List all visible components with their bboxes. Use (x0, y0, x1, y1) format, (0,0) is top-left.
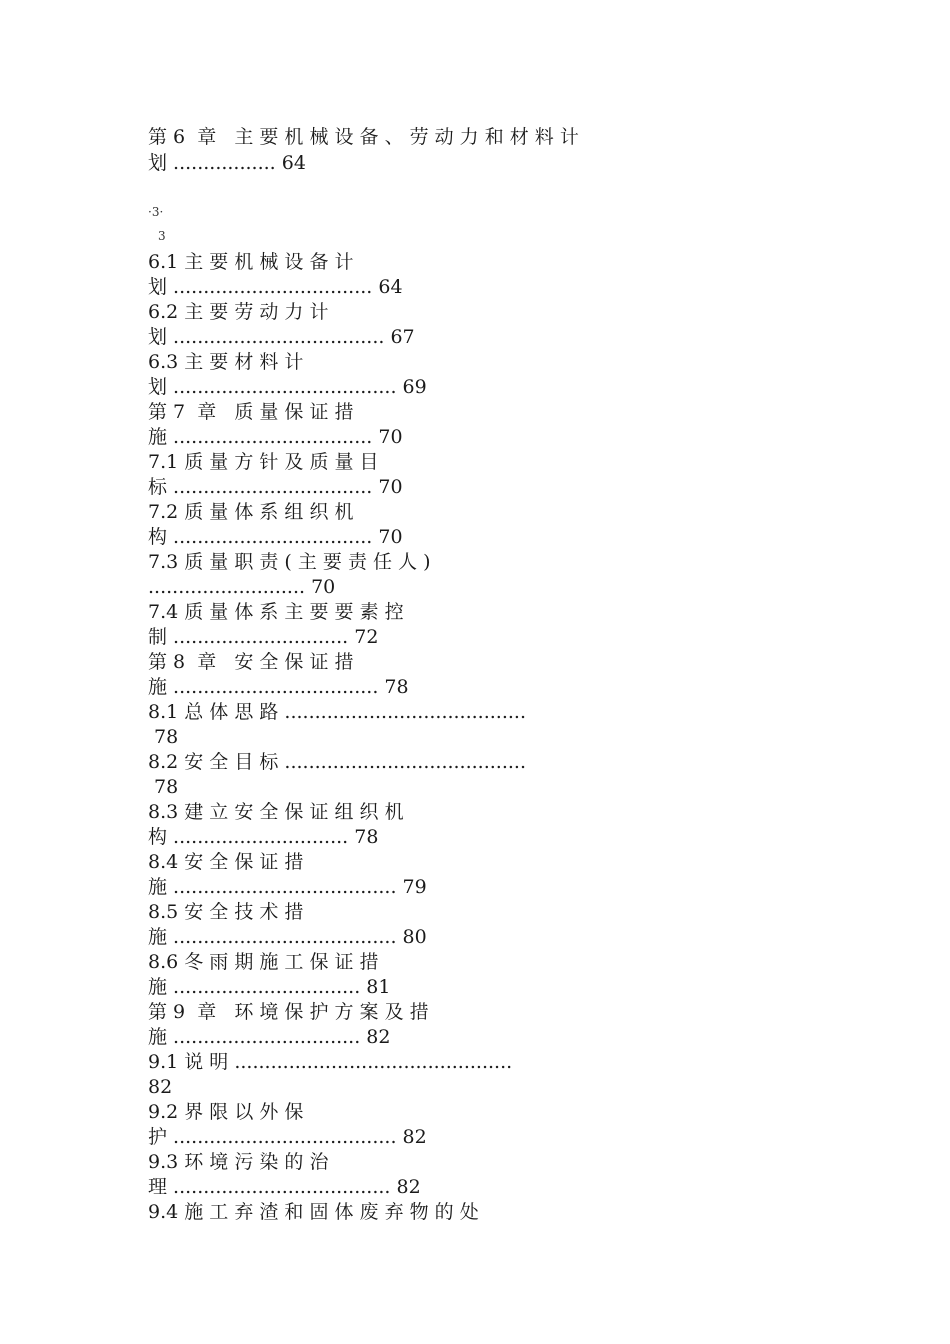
toc-entry-page: 制 ............................. 72 (148, 626, 379, 648)
toc-entry: 7.2 质 量 体 系 组 织 机 (148, 501, 354, 523)
toc-entry-page: 78 (148, 776, 179, 798)
toc-entry: 9.4 施 工 弃 渣 和 固 体 废 弃 物 的 处 (148, 1201, 479, 1223)
toc-entry-page: 划 ................................... 67 (148, 326, 415, 348)
toc-entry-page: 构 ................................. 70 (148, 526, 403, 548)
toc-entry-page: 82 (148, 1076, 173, 1098)
toc-entry: 8.6 冬 雨 期 施 工 保 证 措 (148, 951, 379, 973)
toc-entry: 7.1 质 量 方 针 及 质 量 目 (148, 451, 379, 473)
toc-entry: 9.1 说 明 .............................................. (148, 1051, 513, 1073)
toc-chapter-7-title: 第 7 章 质 量 保 证 措 (148, 401, 354, 423)
toc-entry: 9.2 界 限 以 外 保 (148, 1101, 304, 1123)
toc-entry-page: 护 ..................................... 82 (148, 1126, 427, 1148)
toc-chapter-9-page: 施 ............................... 82 (148, 1026, 391, 1048)
toc-entry: 6.2 主 要 劳 动 力 计 (148, 301, 329, 323)
toc-entry-page: 划 ..................................... 69 (148, 376, 427, 398)
toc-chapter-9-title: 第 9 章 环 境 保 护 方 案 及 措 (148, 1001, 429, 1023)
toc-entry-page: 施 ..................................... 80 (148, 926, 427, 948)
toc-chapter-8-page: 施 .................................. 78 (148, 676, 409, 698)
toc-entry: 6.1 主 要 机 械 设 备 计 (148, 251, 354, 273)
toc-entry: 9.3 环 境 污 染 的 治 (148, 1151, 329, 1173)
toc-entry-page: 划 ................................. 64 (148, 276, 403, 298)
page-number-mark: ·3· (148, 205, 164, 219)
toc-chapter-6-title: 第 6 章 主 要 机 械 设 备 、 劳 动 力 和 材 料 计 (148, 126, 579, 148)
toc-entry: 8.3 建 立 安 全 保 证 组 织 机 (148, 801, 404, 823)
page-number: 3 (158, 229, 166, 243)
toc-entry: 7.3 质 量 职 责 ( 主 要 责 任 人 ) (148, 551, 431, 573)
toc-chapter-7-page: 施 ................................. 70 (148, 426, 403, 448)
toc-entry-page: 构 ............................. 78 (148, 826, 379, 848)
toc-entry: 8.2 安 全 目 标 ........................................ (148, 751, 526, 773)
toc-entry-page: .......................... 70 (148, 576, 336, 598)
toc-entry-page: 标 ................................. 70 (148, 476, 403, 498)
toc-entry: 6.3 主 要 材 料 计 (148, 351, 304, 373)
toc-entry: 7.4 质 量 体 系 主 要 要 素 控 (148, 601, 404, 623)
toc-entry: 8.4 安 全 保 证 措 (148, 851, 304, 873)
toc-entry: 8.5 安 全 技 术 措 (148, 901, 304, 923)
toc-chapter-6-page: 划 ................. 64 (148, 152, 306, 174)
toc-entry: 8.1 总 体 思 路 ........................................ (148, 701, 526, 723)
toc-chapter-8-title: 第 8 章 安 全 保 证 措 (148, 651, 354, 673)
toc-entry-page: 施 ............................... 81 (148, 976, 391, 998)
toc-entry-page: 理 .................................... 82 (148, 1176, 421, 1198)
toc-entry-page: 施 ..................................... 79 (148, 876, 427, 898)
toc-entry-page: 78 (148, 726, 179, 748)
